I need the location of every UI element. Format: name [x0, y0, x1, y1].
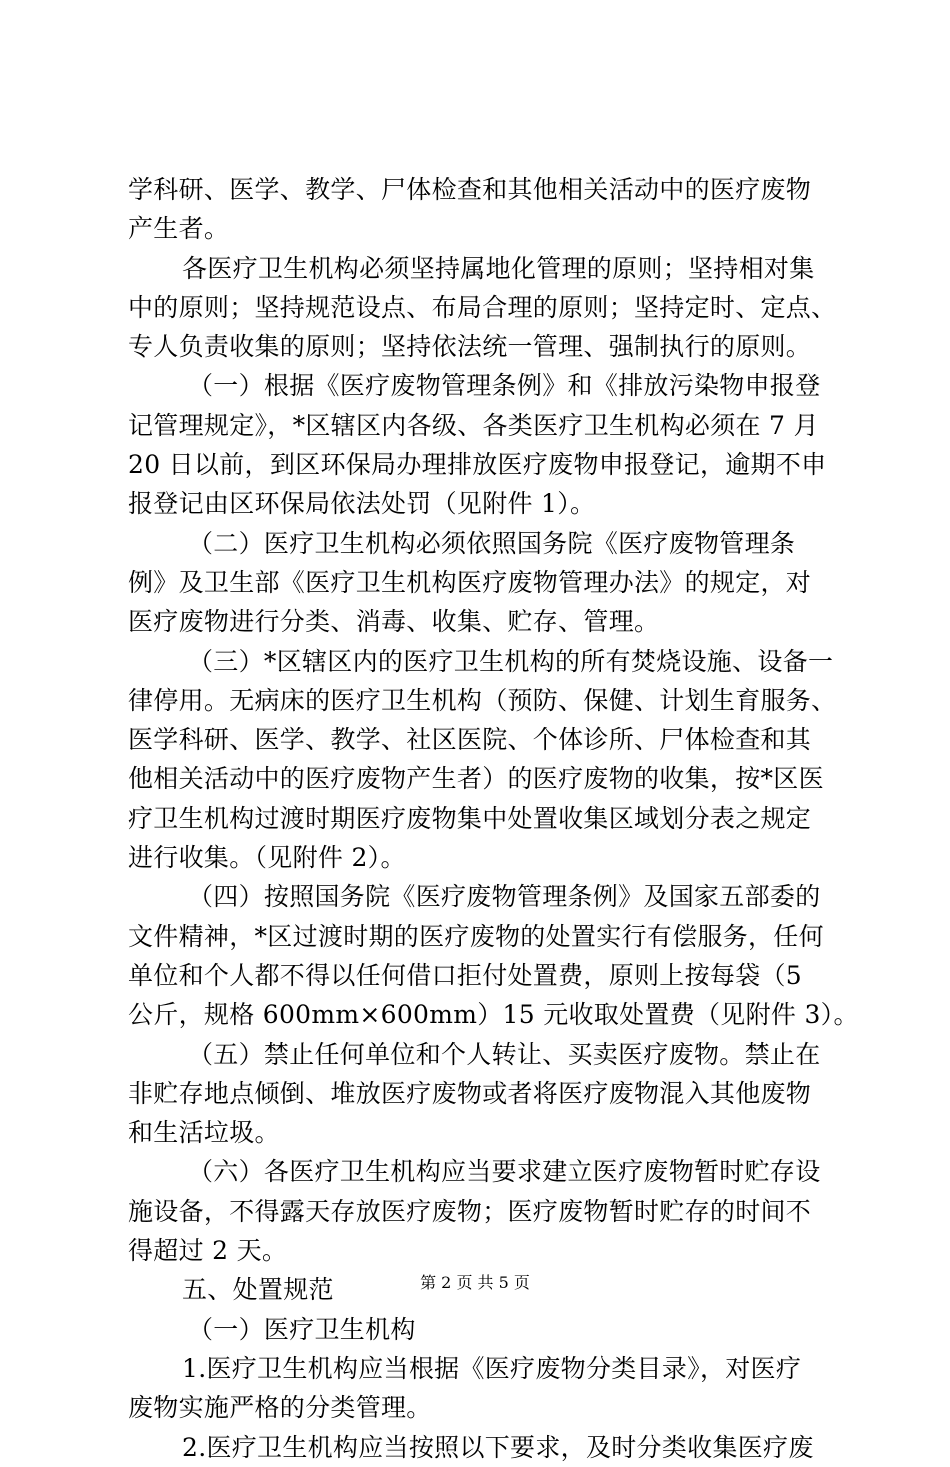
- text-line: 单位和个人都不得以任何借口拒付处置费，原则上按每袋（5: [128, 960, 803, 990]
- paragraph-line: （三）*区辖区内的医疗卫生机构的所有焚烧设施、设备一: [188, 646, 834, 676]
- text-line: 20 日以前，到区环保局办理排放医疗废物申报登记，逾期不申: [128, 450, 827, 480]
- text-line: 文件精神，*区过渡时期的医疗废物的处置实行有偿服务，任何: [128, 921, 824, 951]
- text-line: 学科研、医学、教学、尸体检查和其他相关活动中的医疗废物: [128, 175, 812, 204]
- page-number-footer: 第 2 页 共 5 页: [420, 1273, 530, 1292]
- text-line: 得超过 2 天。: [128, 1236, 288, 1266]
- text-line: 非贮存地点倾倒、堆放医疗废物或者将医疗废物混入其他废物: [128, 1078, 812, 1108]
- section-heading: 五、处置规范: [182, 1275, 334, 1305]
- text-line: 医学科研、医学、教学、社区医院、个体诊所、尸体检查和其: [128, 725, 812, 755]
- paragraph-line: 各医疗卫生机构必须坚持属地化管理的原则；坚持相对集: [182, 253, 815, 283]
- paragraph-line: （一）根据《医疗废物管理条例》和《排放污染物申报登: [188, 371, 821, 401]
- text-line: 施设备，不得露天存放医疗废物；医疗废物暂时贮存的时间不: [128, 1196, 812, 1226]
- subsection-heading: （一）医疗卫生机构: [188, 1314, 416, 1344]
- paragraph-line: 2.医疗卫生机构应当按照以下要求，及时分类收集医疗废: [182, 1432, 814, 1462]
- text-line: 产生者。: [128, 214, 230, 244]
- text-line: 医疗废物进行分类、消毒、收集、贮存、管理。: [128, 607, 660, 637]
- text-line: 记管理规定》，*区辖区内各级、各类医疗卫生机构必须在 7 月: [128, 410, 819, 440]
- text-line: 律停用。无病床的医疗卫生机构（预防、保健、计划生育服务、: [128, 685, 837, 715]
- paragraph-line: （五）禁止任何单位和个人转让、买卖医疗废物。禁止在: [188, 1039, 821, 1069]
- text-line: 废物实施严格的分类管理。: [128, 1393, 432, 1423]
- text-line: 疗卫生机构过渡时期医疗废物集中处置收集区域划分表之规定: [128, 803, 812, 833]
- text-line: 中的原则；坚持规范设点、布局合理的原则；坚持定时、定点、: [128, 292, 837, 322]
- paragraph-line: （六）各医疗卫生机构应当要求建立医疗废物暂时贮存设: [188, 1157, 821, 1187]
- text-line: 他相关活动中的医疗废物产生者）的医疗废物的收集，按*区医: [128, 764, 824, 794]
- paragraph-line: （四）按照国务院《医疗废物管理条例》及国家五部委的: [188, 882, 821, 912]
- text-line: 进行收集。（见附件 2）。: [128, 843, 406, 873]
- paragraph-line: 1.医疗卫生机构应当根据《医疗废物分类目录》，对医疗: [182, 1353, 802, 1383]
- text-line: 报登记由区环保局依法处罚（见附件 1）。: [128, 489, 596, 519]
- text-line: 公斤，规格 600mm×600mm）15 元收取处置费（见附件 3）。: [128, 1000, 859, 1030]
- text-line: 和生活垃圾。: [128, 1118, 280, 1148]
- text-line: 例》及卫生部《医疗卫生机构医疗废物管理办法》的规定，对: [128, 567, 812, 597]
- paragraph-line: （二）医疗卫生机构必须依照国务院《医疗废物管理条: [188, 528, 796, 558]
- text-line: 专人负责收集的原则；坚持依法统一管理、强制执行的原则。: [128, 332, 812, 362]
